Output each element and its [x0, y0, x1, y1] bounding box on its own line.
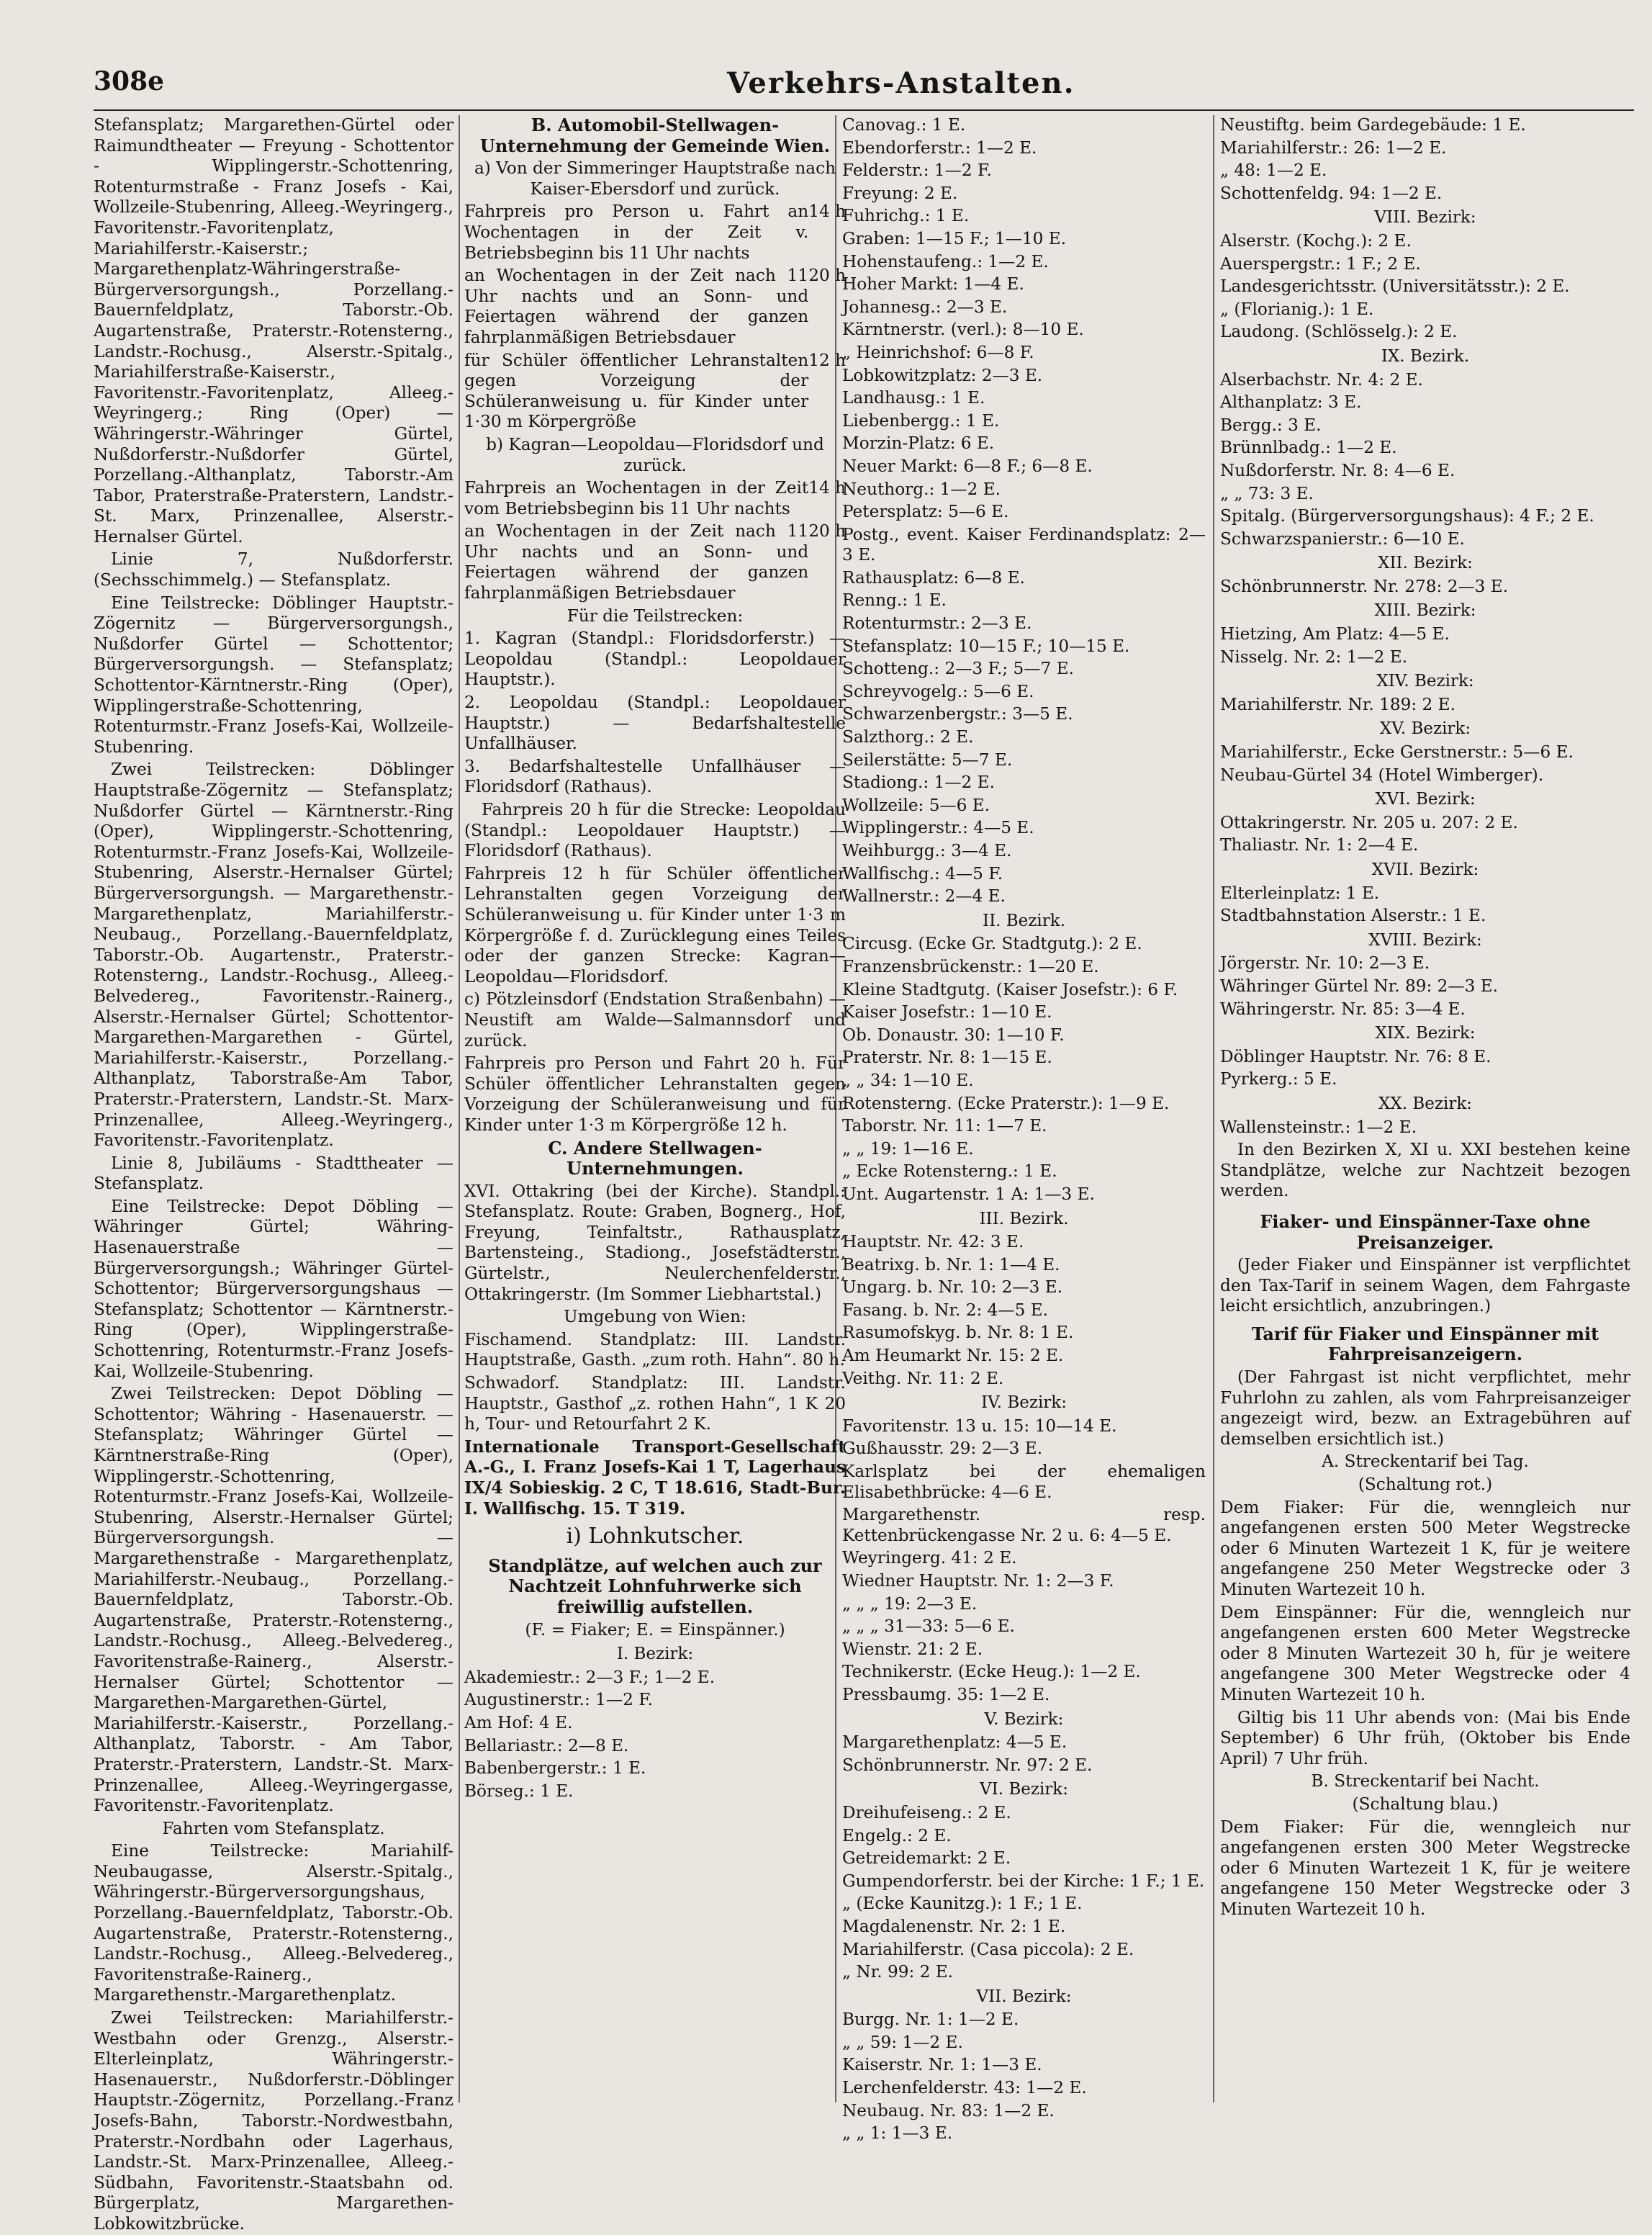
section-title: C. Andere Stellwagen-Unternehmungen. [548, 1137, 762, 1179]
column-3 [842, 115, 1206, 2144]
list-item: „ „ 1: 1—3 E. [842, 2123, 953, 2144]
list-item: Neubaug. Nr. 83: 1—2 E. [842, 2100, 1055, 2121]
list-group [1220, 624, 1630, 667]
list-item: Döblinger Hauptstr. Nr. 76: 8 E. [1220, 1046, 1491, 1066]
list-item: „ „ 34: 1—10 E. [842, 1070, 974, 1090]
list-group [1220, 813, 1630, 856]
section-title: Tarif für Fiaker und Einspänner mit Fahrpreisanzeigern. [1251, 1323, 1599, 1365]
district-heading: XIV. Bezirk: [1376, 672, 1474, 691]
list-item: „ Ecke Rotensterng.: 1 E. [842, 1161, 1057, 1182]
paragraph: Dem Einspänner: Für die, wenngleich nur angefangenen ersten 600 Meter Wegstrecke oder 8 Minuten Wartezeit 30 h, für je weitere angefangene 300 Meter Wegstrecke oder 4 Minuten Wartezeit 10 h. [1220, 1602, 1630, 1704]
running-head: Verkehrs-Anstalten. [727, 66, 1075, 100]
list-item: Morzin-Platz: 6 E. [842, 433, 995, 454]
section-title: B. Automobil-Stellwagen-Unternehmung der Gemeinde Wien. [479, 114, 831, 156]
list-item: Burgg. Nr. 1: 1—2 E. [842, 2010, 1019, 2030]
fare-line: für Schüler öffentlicher Lehranstalten gegen Vorzeigung der Schüleranweisung u. für Kinder unter 1·30 m Körpergröße 12 h [464, 350, 846, 432]
list-item: Wipplingerstr.: 4—5 E. [842, 818, 1034, 838]
list-item: Wallensteinstr.: 1—2 E. [1220, 1117, 1417, 1137]
list-item: „ „ 73: 3 E. [1220, 483, 1314, 503]
list-item: Franzensbrückenstr.: 1—20 E. [842, 956, 1099, 976]
list-item: Währinger Gürtel Nr. 89: 2—3 E. [1220, 976, 1499, 996]
district-heading: III. Bezirk. [979, 1209, 1069, 1228]
list-item: Rotensterng. (Ecke Praterstr.): 1—9 E. [842, 1093, 1170, 1113]
paragraph: XVI. Ottakring (bei der Kirche). Standpl.: Stefansplatz. Route: Graben, Bognerg., Hof, Freyung, Teinfaltstr., Rathausplatz, Bartensteing., Stadiong., Josefstädterstr., Gürtelstr., Neulerchenfelderstr., Ottakringerstr. (Im Sommer Liebhartstal.) [464, 1181, 846, 1304]
list-item: Kärntnerstr. (verl.): 8—10 E. [842, 320, 1084, 340]
list-item: Stadiong.: 1—2 E. [842, 773, 995, 793]
list-item: Ungarg. b. Nr. 10: 2—3 E. [842, 1277, 1063, 1298]
fare-line: Fahrpreis an Wochentagen in der Zeit vom Betriebsbeginn bis 11 Uhr nachts 14 h [464, 478, 846, 518]
list-item: „ „ 59: 1—2 E. [842, 2032, 963, 2052]
list-item: Alserbachstr. Nr. 4: 2 E. [1220, 369, 1423, 390]
list-item: Thaliastr. Nr. 1: 2—4 E. [1220, 835, 1419, 855]
district-heading: XVII. Bezirk: [1371, 860, 1479, 879]
legend: (F. = Fiaker; E. = Einspänner.) [525, 1619, 785, 1640]
list-item: Am Heumarkt Nr. 15: 2 E. [842, 1346, 1064, 1366]
list-item: „ (Florianig.): 1 E. [1220, 299, 1374, 319]
fare-line: an Wochentagen in der Zeit nach 11 Uhr nachts und an Sonn- und Feiertagen während der ganzen fahrplanmäßigen Betriebsdauer 20 h [464, 521, 846, 603]
paragraph: Giltig bis 11 Uhr abends von: (Mai bis Ende September) 6 Uhr früh, (Oktober bis Ende April) 7 Uhr früh. [1220, 1707, 1630, 1768]
list-group [1220, 953, 1630, 1020]
district-heading: XVIII. Bezirk: [1368, 930, 1482, 950]
list-item: Bellariastr.: 2—8 E. [464, 1735, 629, 1755]
list-item: Stefansplatz: 10—15 F.; 10—15 E. [842, 636, 1130, 656]
subheading: Fahrten vom Stefansplatz. [162, 1818, 385, 1838]
paragraph: Linie 7, Nußdorferstr. (Sechsschimmelg.) — Stefansplatz. [94, 549, 453, 590]
district-heading: XX. Bezirk: [1378, 1094, 1473, 1113]
list-item: Seilerstätte: 5—7 E. [842, 750, 1013, 770]
list-item: Babenbergerstr.: 1 E. [464, 1758, 646, 1778]
list-item: Circusg. (Ecke Gr. Stadtgutg.): 2 E. [842, 934, 1142, 954]
list-item: Gumpendorferstr. bei der Kirche: 1 F.; 1 E. [842, 1871, 1205, 1891]
list-group [1220, 370, 1630, 550]
list-item: Kleine Stadtgutg. (Kaiser Josefstr.): 6 F. [842, 979, 1178, 999]
list-item: Jörgerstr. Nr. 10: 2—3 E. [1220, 953, 1430, 973]
list-item: Magdalenenstr. Nr. 2: 1 E. [842, 1916, 1066, 1936]
list-item: Salzthorg.: 2 E. [842, 727, 974, 747]
column-divider [459, 115, 460, 2103]
district-heading: IX. Bezirk. [1381, 346, 1470, 366]
list-item: Mariahilferstr. Nr. 189: 2 E. [1220, 694, 1455, 714]
subheading: (Schaltung rot.) [1358, 1475, 1493, 1495]
district-heading: XVI. Bezirk: [1375, 790, 1476, 809]
list-group [842, 1732, 1206, 1776]
list-item: Neubau-Gürtel 34 (Hotel Wimberger). [1220, 765, 1544, 785]
list-item: Freyung: 2 E. [842, 183, 958, 203]
paragraph: Linie 8, Jubiläums - Stadttheater — Stefansplatz. [94, 1153, 453, 1194]
district-heading: I. Bezirk: [616, 1645, 694, 1664]
list-item: Weyringerg. 41: 2 E. [842, 1548, 1017, 1568]
list-item: Engelg.: 2 E. [842, 1825, 952, 1845]
list-item: Schwarzenbergstr.: 3—5 E. [842, 704, 1073, 724]
list-item: Elterleinplatz: 1 E. [1220, 883, 1380, 903]
list-item: Schreyvogelg.: 5—6 E. [842, 681, 1034, 701]
list-item: Hietzing, Am Platz: 4—5 E. [1220, 624, 1450, 644]
list-group [1220, 883, 1630, 927]
list-item: Stadtbahnstation Alserstr.: 1 E. [1220, 906, 1486, 926]
list-item: Schottenfeldg. 94: 1—2 E. [1220, 183, 1443, 203]
list-group [842, 115, 1206, 907]
route-heading: b) Kagran—Leopoldau—Floridsdorf und zurück. [486, 434, 824, 475]
paragraph: Zwei Teilstrecken: Depot Döbling — Schottentor; Währing - Hasenauerstr. — Stefansplatz; Währinger Gürtel — Kärntnerstraße-Ring (Oper), Wipplingerstr.-Schottenring, Rotenturmstr.-Franz Josefs-Kai, Wollzeile-Stubenring, Alserstr.-Hernalser Gürtel; Bürgerversorgungsh. — Margarethenstraße - Margarethenplatz, Mariahilferstr.-Neubaug., Porzellang.-Bauernfeldplatz, Taborstr.-Ob. Augartenstraße, Praterstr.-Rotensterng., Landstr.-Rochusg., Alleeg.-Belvedereg., Favoritenstraße-Rainerg., Alserstr.-Hernalser Gürtel; Schottentor — Margarethen-Margarethen-Gürtel, Mariahilferstr.-Kaiserstr., Porzellang.-Althanplatz, Taborstr. - Am Tabor, Praterstr.-Praterstern, Landstr.-St. Marx-Prinzenallee, Alleeg.-Weyringergasse, Favoritenstr.-Favoritenplatz. [94, 1384, 453, 1816]
list-item: Augustinerstr.: 1—2 F. [464, 1690, 654, 1710]
list-item: Schönbrunnerstr. Nr. 278: 2—3 E. [1220, 576, 1509, 596]
list-item: Lobkowitzplatz: 2—3 E. [842, 365, 1043, 385]
paragraph: Fahrpreis 12 h für Schüler öffentlicher Lehranstalten gegen Vorzeigung der Schüleranweisung u. für Kinder unter 1·3 m Körpergröße f. d. Zurücklegung eines Teiles oder der ganzen Strecke: Kagran—Leopoldau—Floridsdorf. [464, 863, 846, 986]
list-item: Unt. Augartenstr. 1 A: 1—3 E. [842, 1184, 1095, 1204]
list-item: Margarethenstr. resp. Kettenbrückengasse Nr. 2 u. 6: 4—5 E. [842, 1505, 1206, 1545]
list-item: Neustiftg. beim Gardegebäude: 1 E. [1220, 115, 1526, 135]
subheading: Umgebung von Wien: [564, 1307, 746, 1327]
list-item: Technikerstr. (Ecke Heug.): 1—2 E. [842, 1662, 1141, 1682]
list-item: „ Nr. 99: 2 E. [842, 1962, 954, 1982]
paragraph: Eine Teilstrecke: Depot Döbling — Währinger Gürtel; Währing-Hasenauerstraße — Bürgerversorgungsh.; Währinger Gürtel-Schottentor; Bürgerversorgungshaus — Stefansplatz; Schottentor — Kärntnerstr.-Ring (Oper), Wipplingerstraße-Schottenring, Rotenturmstr.-Franz Josefs-Kai, Wollzeile-Stubenring. [94, 1196, 453, 1381]
list-group [842, 1803, 1206, 1983]
column-1 [94, 115, 453, 2234]
list-item: Praterstr. Nr. 8: 1—15 E. [842, 1048, 1052, 1068]
list-item: 1. Kagran (Standpl.: Floridsdorferstr.) — Leopoldau (Standpl.: Leopoldauer Hauptstr.). [464, 629, 846, 690]
district-heading: XIX. Bezirk: [1375, 1024, 1476, 1043]
list-item: Hohenstaufeng.: 1—2 E. [842, 251, 1049, 271]
list-item: Hoher Markt: 1—4 E. [842, 274, 1024, 294]
column-4 [1220, 115, 1630, 2117]
list-item: „ „ „ 31—33: 5—6 E. [842, 1616, 1015, 1637]
list-item: Wiedner Hauptstr. Nr. 1: 2—3 F. [842, 1571, 1114, 1591]
section-title: i) Lohnkutscher. [566, 1524, 744, 1550]
subheading: A. Streckentarif bei Tag. [1322, 1452, 1529, 1472]
route-heading: a) Von der Simmeringer Hauptstraße nach Kaiser-Ebersdorf und zurück. [474, 158, 836, 199]
page-number: 308e [94, 66, 165, 96]
subheading: (Schaltung blau.) [1352, 1794, 1499, 1814]
list-group [842, 1416, 1206, 1706]
list-item: „ „ 19: 1—16 E. [842, 1138, 974, 1159]
list-group [1220, 231, 1630, 343]
subheading: B. Streckentarif bei Nacht. [1311, 1771, 1540, 1791]
list-item: Bergg.: 3 E. [1220, 415, 1322, 435]
list-item: Spitalg. (Bürgerversorgungshaus): 4 F.; 2 E. [1220, 506, 1594, 526]
list-item: Liebenbergg.: 1 E. [842, 410, 1000, 431]
list-group [842, 2010, 1206, 2144]
district-heading: V. Bezirk: [984, 1709, 1064, 1729]
list-item: Gußhausstr. 29: 2—3 E. [842, 1439, 1043, 1459]
list-item: Renng.: 1 E. [842, 590, 947, 611]
list-item: Wallfischg.: 4—5 F. [842, 863, 1003, 883]
list-group [1220, 695, 1630, 716]
list-item: Fasang. b. Nr. 2: 4—5 E. [842, 1300, 1049, 1320]
list-item: Rotenturmstr.: 2—3 E. [842, 613, 1032, 634]
route-heading: c) Pötzleinsdorf (Endstation Straßenbahn) — Neustift am Walde—Salmannsdorf und zurück. [464, 989, 846, 1051]
list-item: Ottakringerstr. Nr. 205 u. 207: 2 E. [1220, 812, 1518, 832]
list-item: Mariahilferstr. (Casa piccola): 2 E. [842, 1939, 1134, 1959]
list-item: Kaiser Josefstr.: 1—10 E. [842, 1002, 1052, 1022]
list-item: 2. Leopoldau (Standpl.: Leopoldauer Hauptstr.) — Bedarfshaltestelle Unfallhäuser. [464, 693, 846, 754]
list-item: Ob. Donaustr. 30: 1—10 F. [842, 1025, 1065, 1045]
list-item: „ Heinrichshof: 6—8 F. [842, 342, 1034, 362]
note: (Jeder Fiaker und Einspänner ist verpflichtet den Tax-Tarif in seinem Wagen, dem Fahrgaste leicht ersichtlich, anzubringen.) [1220, 1255, 1630, 1316]
list-item: Dreihufeiseng.: 2 E. [842, 1802, 1011, 1822]
list-item: Alserstr. (Kochg.): 2 E. [1220, 230, 1412, 251]
list-item: Wallnerstr.: 2—4 E. [842, 886, 1006, 907]
list-item: Hauptstr. Nr. 42: 3 E. [842, 1232, 1024, 1252]
district-heading: IV. Bezirk: [981, 1393, 1067, 1413]
list-item: Pyrkerg.: 5 E. [1220, 1069, 1337, 1089]
list-item: Postg., event. Kaiser Ferdinandsplatz: 2—3 E. [842, 524, 1206, 565]
district-heading: VI. Bezirk: [980, 1780, 1068, 1799]
list-group [1220, 1118, 1630, 1138]
column-2 [464, 115, 846, 2117]
header-rule [94, 109, 1634, 111]
list-item: Börseg.: 1 E. [464, 1781, 574, 1801]
list-item: Althanplatz: 3 E. [1220, 392, 1362, 413]
list-item: Beatrixg. b. Nr. 1: 1—4 E. [842, 1254, 1060, 1274]
paragraph: Zwei Teilstrecken: Döblinger Hauptstraße-Zögernitz — Stefansplatz; Nußdorfer Gürtel — Kärntnerstr.-Ring (Oper), Wipplingerstr.-Schottenring, Rotenturmstr.-Franz Josefs-Kai, Wollzeile-Stubenring, Alserstr.-Hernalser Gürtel; Bürgerversorgungsh. — Margarethenstr.-Margarethenplatz, Mariahilferstr.-Neubaug., Porzellang.-Bauernfeldplatz, Taborstr.-Ob. Augartenstr., Praterstr.-Rotensterng., Landstr.-Rochusg., Alleeg.-Belvedereg., Favoritenstr.-Rainerg., Alserstr.-Hernalser Gürtel; Schottentor-Margarethen-Margarethen - Gürtel, Mariahilferstr.-Kaiserstr., Porzellang.-Althanplatz, Taborstraße-Am Tabor, Praterstr.-Praterstern, Landstr.-St. Marx-Prinzenallee, Alleeg.-Weyringerg., Favoritenstr.-Favoritenplatz. [94, 760, 453, 1151]
paragraph: Schwadorf. Standplatz: III. Landstr. Hauptstr., Gasthof „z. rothen Hahn“, 1 K 20 h, Tour- und Retourfahrt 2 K. [464, 1373, 846, 1434]
list-group [1220, 577, 1630, 598]
note: (Der Fahrgast ist nicht verpflichtet, mehr Fuhrlohn zu zahlen, als vom Fahrpreisanzeiger angezeigt wird, bezw. an Extragebühren auf demselben ersichtlich ist.) [1220, 1367, 1630, 1449]
paragraph: Eine Teilstrecke: Mariahilf-Neubaugasse, Alserstr.-Spitalg., Währingerstr.-Bürgerversorgungshaus, Porzellang.-Bauernfeldplatz, Taborstr.-Ob. Augartenstraße, Praterstr.-Rotensterng., Landstr.-Rochusg., Alleeg.-Belvedereg., Favoritenstraße-Rainerg., Margarethenstr.-Margarethenplatz. [94, 1841, 453, 2005]
list-item: Veithg. Nr. 11: 2 E. [842, 1368, 1004, 1388]
list-item: 3. Bedarfshaltestelle Unfallhäuser — Floridsdorf (Rathaus). [464, 756, 846, 797]
list-item: Laudong. (Schlösselg.): 2 E. [1220, 322, 1458, 342]
list-group [842, 1232, 1206, 1389]
list-item: Graben: 1—15 F.; 1—10 E. [842, 228, 1067, 248]
list-item: Nußdorferstr. Nr. 8: 4—6 E. [1220, 460, 1455, 480]
list-item: Fuhrichg.: 1 E. [842, 206, 970, 226]
list-item: Brünnlbadg.: 1—2 E. [1220, 438, 1397, 458]
list-item: Johannesg.: 2—3 E. [842, 297, 1008, 317]
list-item: Neuthorg.: 1—2 E. [842, 479, 1001, 499]
list-item: Nisselg. Nr. 2: 1—2 E. [1220, 647, 1408, 667]
list-item: Getreidemarkt: 2 E. [842, 1848, 1011, 1869]
list-item: Mariahilferstr., Ecke Gerstnerstr.: 5—6 E. [1220, 742, 1574, 763]
list-item: Karlsplatz bei der ehemaligen Elisabethbrücke: 4—6 E. [842, 1462, 1206, 1502]
note: In den Bezirken X, XI u. XXI bestehen keine Standplätze, welche zur Nachtzeit bezogen werden. [1220, 1140, 1630, 1201]
district-heading: XII. Bezirk: [1378, 554, 1473, 573]
list-item: Schotteng.: 2—3 F.; 5—7 E. [842, 659, 1074, 679]
list-item: Schönbrunnerstr. Nr. 97: 2 E. [842, 1755, 1093, 1775]
list-item: Wollzeile: 5—6 E. [842, 795, 990, 815]
list-item: Wienstr. 21: 2 E. [842, 1639, 983, 1659]
fare-line: Fahrpreis pro Person u. Fahrt an Wochentagen in der Zeit v. Betriebsbeginn bis 11 Uhr nachts 14 h [464, 202, 846, 263]
list-group [842, 934, 1206, 1205]
list-group [1220, 1047, 1630, 1090]
fare-line: an Wochentagen in der Zeit nach 11 Uhr nachts und an Sonn- und Feiertagen während der ganzen fahrplanmäßigen Betriebsdauer 20 h [464, 266, 846, 347]
list-item: Akademiestr.: 2—3 F.; 1—2 E. [464, 1667, 716, 1687]
paragraph: Zwei Teilstrecken: Mariahilferstr.-Westbahn oder Grenzg., Alserstr.-Elterleinplatz, Währingerstr.-Hasenauerstr., Nußdorferstr.-Döblinger Hauptstr.-Zögernitz, Porzellang.-Franz Josefs-Bahn, Taborstr.-Nordwestbahn, Praterstr.-Nordbahn oder Lagerhaus, Landstr.-St. Marx-Prinzenallee, Alleeg.-Südbahn, Favoritenstr.-Staatsbahn od. Bürgerplatz, Margarethen-Lobkowitzbrücke. [94, 2008, 453, 2234]
paragraph: Fahrpreis pro Person und Fahrt 20 h. Für Schüler öffentlicher Lehranstalten gegen Vorzeigung der Schüleranweisung und für Kinder unter 1·3 m Körpergröße 12 h. [464, 1053, 846, 1135]
list-item: Mariahilferstr.: 26: 1—2 E. [1220, 138, 1447, 158]
list-item: Kaiserstr. Nr. 1: 1—3 E. [842, 2055, 1042, 2075]
district-heading: II. Bezirk. [982, 911, 1066, 930]
list-group [1220, 115, 1630, 204]
district-heading: VII. Bezirk: [976, 1987, 1072, 2006]
list-item: Rasumofskyg. b. Nr. 8: 1 E. [842, 1323, 1074, 1343]
list-item: „ „ „ 19: 2—3 E. [842, 1593, 978, 1614]
subheading: Für die Teilstrecken: [567, 606, 744, 626]
list-item: Währingerstr. Nr. 85: 3—4 E. [1220, 999, 1466, 1019]
list-item: Am Hof: 4 E. [464, 1712, 573, 1732]
paragraph: Fischamend. Standplatz: III. Landstr. Hauptstraße, Gasth. „zum roth. Hahn“. 80 h. [464, 1329, 846, 1370]
list-item: Ebendorferstr.: 1—2 E. [842, 138, 1037, 158]
list-item: Petersplatz: 5—6 E. [842, 502, 1009, 522]
district-heading: XV. Bezirk: [1379, 719, 1471, 739]
paragraph: Stefansplatz; Margarethen-Gürtel oder Raimundtheater — Freyung - Schottentor - Wipplingerstr.-Schottenring, Rotenturmstraße - Franz Josefs - Kai, Wollzeile-Stubenring, Alleeg.-Weyringerg., Favoritenstr.-Favoritenplatz, Mariahilferstr.-Kaiserstr.; Margarethenplatz-Währingerstraße-Bürgerversorgungsh., Porzellang.-Bauernfeldplatz, Taborstr.-Ob. Augartenstraße, Praterstr.-Rotensterng., Landstr.-Rochusg., Alserstr.-Spitalg., Mariahilferstraße-Kaiserstr., Favoritenstr.-Favoritenplatz, Alleeg.-Weyringerg.; Ring (Oper) — Währingerstr.-Währinger Gürtel, Nußdorferstr.-Nußdorfer Gürtel, Porzellang.-Althanplatz, Taborstr.-Am Tabor, Praterstraße-Praterstern, Landstr.-St. Marx, Prinzenallee, Alserstr.-Hernalser Gürtel. [94, 115, 453, 547]
paragraph: Eine Teilstrecke: Döblinger Hauptstr.-Zögernitz — Bürgerversorgungsh., Nußdorfer Gürtel — Schottentor; Bürgerversorgungsh. — Stefansplatz; Schottentor-Kärntnerstr.-Ring (Oper), Wipplingerstraße-Schottenring, Rotenturmstr.-Franz Josefs-Kai, Wollzeile-Stubenring. [94, 593, 453, 757]
paragraph: Dem Fiaker: Für die, wenngleich nur angefangenen ersten 300 Meter Wegstrecke oder 6 Minuten Wartezeit 1 K, für je weitere angefangene 150 Meter Wegstrecke oder 3 Minuten Wartezeit 10 h. [1220, 1817, 1630, 1919]
district-heading: VIII. Bezirk: [1374, 208, 1476, 228]
list-item: „ 48: 1—2 E. [1220, 161, 1327, 181]
list-item: Canovag.: 1 E. [842, 115, 966, 135]
list-item: Neuer Markt: 6—8 F.; 6—8 E. [842, 456, 1093, 476]
list-item: Pressbaumg. 35: 1—2 E. [842, 1684, 1050, 1704]
subheading: Standplätze, auf welchen auch zur Nachtzeit Lohnfuhrwerke sich freiwillig aufstellen. [488, 1555, 822, 1617]
page-header [94, 66, 1634, 109]
list-item: Taborstr. Nr. 11: 1—7 E. [842, 1116, 1047, 1136]
list-item: Landesgerichtsstr. (Universitätsstr.): 2 E. [1220, 276, 1570, 297]
company-entry: Internationale Transport-Gesellschaft A.-G., I. Franz Josefs-Kai 1 T, Lagerhaus IX/4 Sobieskig. 2 C, T 18.616, Stadt-Bur. I. Wallfischg. 15. T 319. [464, 1436, 846, 1519]
list-group [1220, 742, 1630, 786]
list-item: „ (Ecke Kaunitzg.): 1 F.; 1 E. [842, 1894, 1083, 1914]
list-item: Margarethenplatz: 4—5 E. [842, 1732, 1068, 1753]
list-item: Landhausg.: 1 E. [842, 388, 985, 408]
list-item: Weihburgg.: 3—4 E. [842, 841, 1012, 860]
column-divider [1213, 115, 1214, 2103]
section-title: Fiaker- und Einspänner-Taxe ohne Preisanzeiger. [1260, 1210, 1591, 1253]
list-item: Felderstr.: 1—2 F. [842, 161, 992, 181]
list-item: Lerchenfelderstr. 43: 1—2 E. [842, 2078, 1087, 2098]
list-item: Auerspergstr.: 1 F.; 2 E. [1220, 253, 1421, 274]
paragraph: Fahrpreis 20 h für die Strecke: Leopoldau (Standpl.: Leopoldauer Hauptstr.) — Floridsdorf (Rathaus). [464, 800, 846, 861]
list-item: Schwarzspanierstr.: 6—10 E. [1220, 529, 1465, 549]
district-heading: XIII. Bezirk: [1374, 601, 1476, 621]
paragraph: Dem Fiaker: Für die, wenngleich nur angefangenen ersten 500 Meter Wegstrecke oder 6 Minuten Wartezeit 1 K, für je weitere angefangene 250 Meter Wegstrecke oder 3 Minuten Wartezeit 10 h. [1220, 1497, 1630, 1599]
list-item: Rathausplatz: 6—8 E. [842, 567, 1025, 588]
list-item: Favoritenstr. 13 u. 15: 10—14 E. [842, 1416, 1117, 1436]
